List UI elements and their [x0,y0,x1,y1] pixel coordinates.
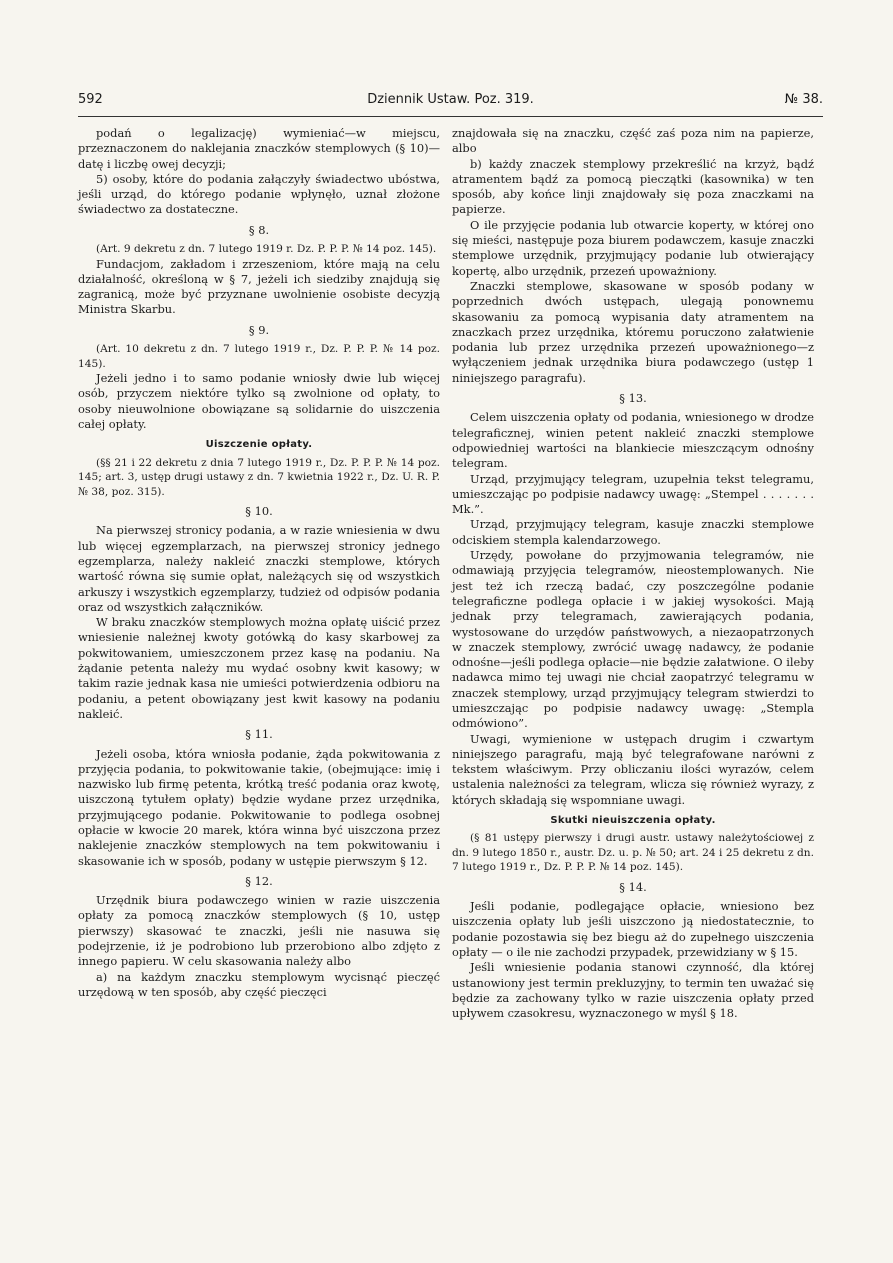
paragraph: Jeżeli jedno i to samo podanie wniosły dwie lub więcej osób, przyczem niektóre tylko są zwolnione od opłaty, to osoby nieuwolnione obowiązane są solidarnie do uiszczenia całej opłaty. [78,371,440,431]
section-number: § 13. [619,391,647,406]
section-number: § 8. [248,222,270,237]
paragraph: Znaczki stemplowe, skasowane w sposób podany w poprzednich dwóch ustępach, ulegają ponownemu skasowaniu za pomocą wypisania daty atramentem na znaczkach przez urzędnika, któremu poruczono załatwienie podania lub przez urzędnika przezeń upoważnionego—z wyłączeniem jednak urzędnika biura podawczego (ustęp 1 niniejszego paragrafu). [452,278,814,385]
issue-number: № 38. [784,92,823,107]
paragraph: Urzędy, powołane do przyjmowania telegramów, nie odmawiają przyjęcia telegramów, nieostemplowanych. Nie jest też ich rzeczą badać, czy poszczególne podanie telegraficzne podlega opłacie i w jakiej wysokości. Mają jednak przy telegramach, zawierających podania, wystosowane do urzędów państwowych, a niezaopatrzonych w znaczek stemplowy, zwrócić uwagę nadawcy, że podanie odnośne—jeśli podlega opłacie—nie będzie załatwione. O ileby nadawca mimo tej uwagi nie chciał zaopatrzyć telegramu w znaczek stemplowy, urząd przyjmujący telegram stwierdzi to umieszczając po podpisie nadawcy uwagę: „Stempla odmówiono”. [452,548,814,731]
paragraph: Urząd, przyjmujący telegram, uzupełnia tekst telegramu, umieszczając po podpisie nadawcy uwagę: „Stempel . . . . . . . Mk.”. [452,471,814,517]
section-number: § 12. [245,873,273,888]
journal-title: Dziennik Ustaw. Poz. 319. [367,92,534,107]
paragraph: Celem uiszczenia opłaty od podania, wniesionego w drodze telegraficznej, winien petent nakleić znaczki stemplowe odpowiedniej wartości na blankiecie mieszczącym odnośny telegram. [452,410,814,471]
paragraph: b) każdy znaczek stemplowy przekreślić na krzyż, bądź atramentem bądź za pomocą pieczątki (kasownika) w ten sposób, aby końce linji znajdowały się poza znaczkami na papierze. [452,156,814,217]
paragraph: 5) osoby, które do podania załączyły świadectwo ubóstwa, jeśli urząd, do którego podanie wpłynęło, uznał złożone świadectwo za dostateczne. [78,171,440,217]
paragraph: Jeśli wniesienie podania stanowi czynność, dla której ustanowiony jest termin prekluzyjny, to termin ten uważać się będzie za zachowany tylko w razie uiszczenia opłaty przed upływem czasokresu, wyznaczonego w myśl § 18. [452,960,814,1021]
legal-citation: (§§ 21 i 22 dekretu z dnia 7 lutego 1919 r., Dz. P. P. P. № 14 poz. 145; art. 3, ustęp drugi ustawy z dn. 7 kwietnia 1922 r., Dz. U. R. P. № 38, poz. 315). [78,456,440,498]
paragraph: Fundacjom, zakładom i zrzeszeniom, które mają na celu działalność, określoną w § 7, jeżeli ich siedziby znajdują się zagranicą, może być przyznane uwolnienie osobiste decyzją Ministra Skarbu. [78,256,440,317]
paragraph: Jeżeli osoba, która wniosła podanie, żąda pokwitowania z przyjęcia podania, to pokwitowanie takie, (obejmujące: imię i nazwisko lub firmę petenta, krótką treść podania oraz kwotę, uiszczoną tytułem opłaty) będzie wydane przez urzędnika, przyjmującego podanie. Pokwitowanie to podlega osobnej opłacie w kwocie 20 marek, która winna być uiszczona przez naklejenie znaczków stemplowych na tem pokwitowaniu i skasowanie ich w sposób, podany w ustępie pierwszym § 12. [78,746,440,868]
section-number: § 10. [245,504,273,519]
paragraph: Urząd, przyjmujący telegram, kasuje znaczki stemplowe odciskiem stempla kalendarzowego. [452,517,814,547]
paragraph: Jeśli podanie, podlegające opłacie, wniesiono bez uiszczenia opłaty lub jeśli uiszczono ją niedostatecznie, to podanie pozostawia się bez biegu aż do zupełnego uiszczenia opłaty — o ile nie zachodzi przypadek, przewidziany w § 15. [452,899,814,960]
section-heading: Skutki nieuiszczenia opłaty. [550,815,716,827]
section-number: § 9. [248,322,270,337]
paragraph: a) na każdym znaczku stemplowym wycisnąć pieczęć urzędową w ten sposób, aby część pieczęci [78,969,440,999]
right-column [452,126,814,1022]
header-rule [78,116,823,117]
paragraph: W braku znaczków stemplowych można opłatę uiścić przez wniesienie należnej kwoty gotówką do kasy skarbowej za pokwitowaniem, umieszczonem przez kasę na podaniu. Na żądanie petenta należy mu wydać osobny kwit kasowy; w takim razie jednak kasa nie umieści potwierdzenia odbioru na podaniu, a petent obowiązany jest kwit kasowy na podaniu nakleić. [78,615,440,721]
section-heading: Uiszczenie opłaty. [205,439,313,451]
page-number: 592 [78,92,103,107]
paragraph: podań o legalizację) wymieniać—w miejscu, przeznaczonem do naklejania znaczków stemplowych (§ 10)—datę i liczbę owej decyzji; [78,126,440,171]
section-number: § 11. [245,727,273,742]
paragraph: O ile przyjęcie podania lub otwarcie koperty, w której ono się mieści, następuje poza biurem podawczem, kasuje znaczki stemplowe urzędnik, przyjmujący podanie lub otwierający kopertę, albo urzędnik, przezeń upoważniony. [452,217,814,278]
page-header [78,92,823,114]
paragraph: Urzędnik biura podawczego winien w razie uiszczenia opłaty za pomocą znaczków stemplowych (§ 10, ustęp pierwszy) skasować te znaczki, jeśli nie nasuwa się podejrzenie, iż je podrobiono lub przerobiono albo zdjęto z innego papieru. W celu skasowania należy albo [78,893,440,969]
paragraph: Uwagi, wymienione w ustępach drugim i czwartym niniejszego paragrafu, mają być telegrafowane narówni z tekstem właściwym. Przy obliczaniu ilości wyrazów, celem ustalenia należności za telegram, wlicza się również wyrazy, z których składają się wspomniane uwagi. [452,731,814,807]
paragraph: Na pierwszej stronicy podania, a w razie wniesienia w dwu lub więcej egzemplarzach, na pierwszej stronicy jednego egzemplarza, należy nakleić znaczki stemplowe, których wartość równa się sumie opłat, należących się od wszystkich arkuszy i wszystkich egzemplarzy, tudzież od odpisów podania oraz od wszystkich załączników. [78,523,440,614]
paragraph: znajdowała się na znaczku, część zaś poza nim na papierze, albo [452,126,814,156]
legal-citation: (Art. 9 dekretu z dn. 7 lutego 1919 r. Dz. P. P. P. № 14 poz. 145). [96,243,437,256]
left-column [78,126,440,1000]
legal-citation: (Art. 10 dekretu z dn. 7 lutego 1919 r., Dz. P. P. P. № 14 poz. 145). [78,343,440,370]
section-number: § 14. [619,879,647,894]
legal-citation: (§ 81 ustępy pierwszy i drugi austr. ustawy należytościowej z dn. 9 lutego 1850 r., austr. Dz. u. p. № 50; art. 24 i 25 dekretu z dn. 7 lutego 1919 r., Dz. P. P. P. № 14 poz. 145). [452,832,814,874]
